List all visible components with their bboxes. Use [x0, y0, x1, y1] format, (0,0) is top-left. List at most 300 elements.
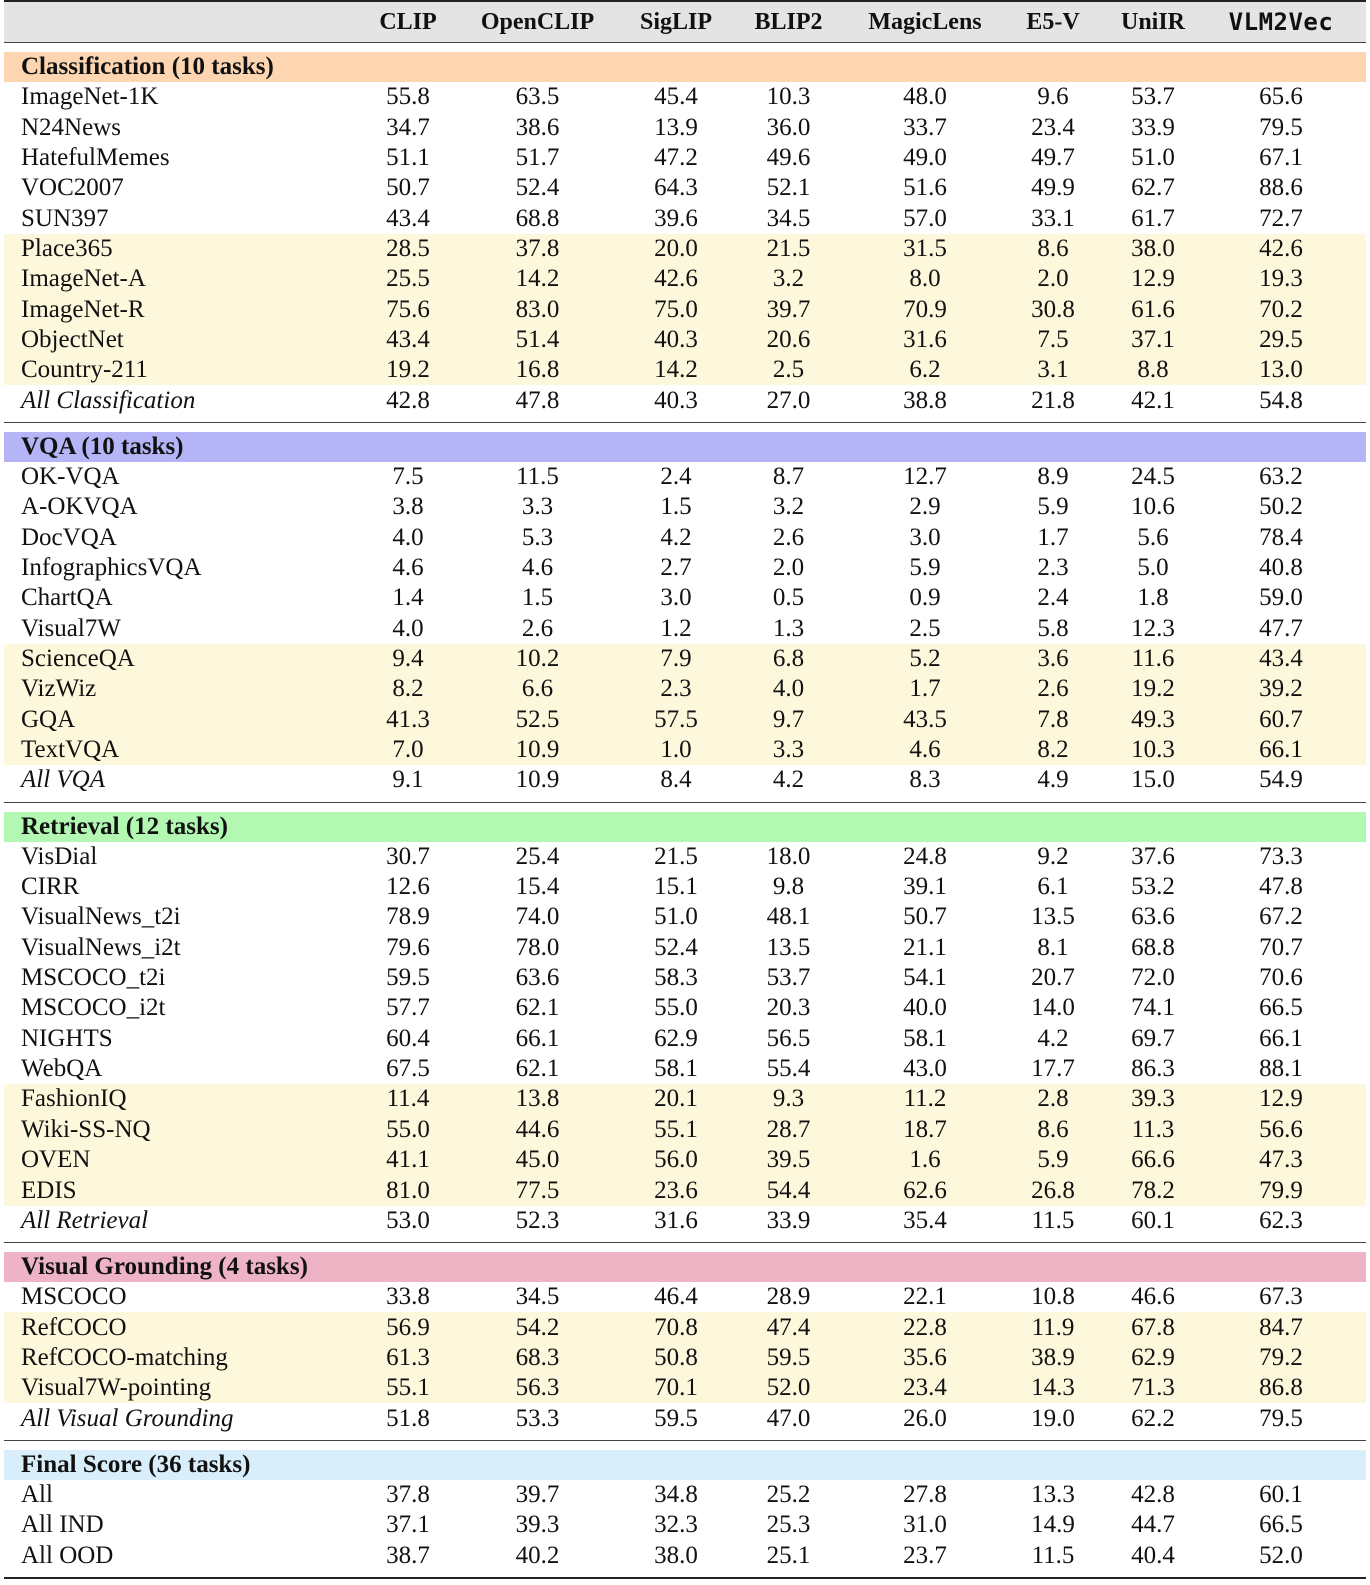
score-cell-uniir: 11.3 [1131, 1115, 1175, 1143]
score-cell-siglip: 52.4 [654, 933, 698, 961]
score-cell-e5v: 19.0 [1031, 1404, 1075, 1432]
score-cell-siglip: 50.8 [654, 1343, 698, 1371]
score-cell-blip2: 2.6 [772, 523, 805, 551]
score-cell-blip2: 27.0 [766, 386, 811, 414]
score-cell-magiclens: 8.3 [909, 766, 941, 794]
row-label: ObjectNet [21, 325, 124, 353]
row-label: All Visual Grounding [21, 1404, 234, 1432]
row-label: MSCOCO_t2i [21, 964, 166, 992]
score-cell-openclip: 63.5 [515, 83, 560, 111]
score-cell-openclip: 14.2 [515, 265, 560, 293]
score-cell-magiclens: 38.8 [903, 386, 947, 414]
score-cell-clip: 57.7 [386, 994, 430, 1022]
score-cell-e5v: 8.2 [1037, 736, 1069, 764]
score-cell-vlm2vec: 47.3 [1259, 1146, 1303, 1174]
score-cell-openclip: 15.4 [515, 873, 560, 901]
score-cell-openclip: 25.4 [515, 842, 560, 870]
score-cell-e5v: 2.0 [1037, 265, 1069, 293]
score-cell-siglip: 45.4 [654, 83, 698, 111]
score-cell-siglip: 59.5 [654, 1404, 698, 1432]
score-cell-openclip: 11.5 [516, 462, 559, 490]
score-cell-siglip: 75.0 [654, 295, 698, 323]
score-cell-e5v: 11.5 [1031, 1206, 1075, 1234]
score-cell-openclip: 38.6 [515, 113, 560, 141]
score-cell-e5v: 20.7 [1031, 964, 1075, 992]
score-cell-vlm2vec: 67.2 [1259, 903, 1303, 931]
score-cell-blip2: 52.1 [766, 174, 811, 202]
row-label: VOC2007 [21, 174, 124, 202]
score-cell-vlm2vec: 70.2 [1259, 295, 1303, 323]
score-cell-blip2: 28.7 [766, 1115, 811, 1143]
score-cell-magiclens: 1.6 [909, 1146, 941, 1174]
score-cell-siglip: 2.4 [660, 462, 692, 490]
score-cell-e5v: 8.1 [1037, 933, 1069, 961]
row-label: WebQA [21, 1055, 103, 1083]
column-header-uniir: UniIR [1120, 8, 1186, 35]
score-cell-blip2: 36.0 [766, 113, 811, 141]
score-cell-e5v: 2.6 [1037, 675, 1069, 703]
section-rule [4, 1236, 1366, 1243]
score-cell-magiclens: 23.4 [903, 1374, 947, 1402]
row-label: FashionIQ [21, 1085, 127, 1113]
column-header-openclip: OpenCLIP [480, 8, 595, 35]
score-cell-siglip: 64.3 [654, 174, 698, 202]
score-cell-clip: 11.4 [386, 1085, 430, 1113]
score-cell-vlm2vec: 73.3 [1259, 842, 1303, 870]
score-cell-uniir: 12.9 [1131, 265, 1175, 293]
score-cell-magiclens: 54.1 [903, 964, 947, 992]
score-cell-blip2: 9.3 [772, 1085, 805, 1113]
score-cell-uniir: 63.6 [1131, 903, 1175, 931]
score-cell-magiclens: 26.0 [903, 1404, 947, 1432]
row-label: Country-211 [21, 356, 148, 384]
score-cell-openclip: 44.6 [515, 1115, 560, 1143]
score-cell-clip: 55.8 [386, 83, 430, 111]
score-cell-e5v: 2.4 [1037, 584, 1069, 612]
score-cell-magiclens: 12.7 [903, 462, 947, 490]
bottom-rule [4, 1571, 1366, 1579]
score-cell-magiclens: 11.2 [903, 1085, 947, 1113]
score-cell-openclip: 52.5 [515, 705, 560, 733]
score-cell-vlm2vec: 60.1 [1259, 1480, 1303, 1508]
table-row [4, 933, 1366, 963]
score-cell-vlm2vec: 52.0 [1259, 1541, 1303, 1569]
score-cell-clip: 59.5 [386, 964, 430, 992]
score-cell-siglip: 20.1 [654, 1085, 698, 1113]
score-cell-clip: 3.8 [392, 493, 424, 521]
table-row [4, 203, 1366, 233]
row-label: VizWiz [21, 675, 97, 703]
score-cell-clip: 28.5 [386, 234, 430, 262]
score-cell-blip2: 34.5 [766, 204, 811, 232]
score-cell-siglip: 47.2 [654, 143, 698, 171]
score-cell-clip: 25.5 [386, 265, 430, 293]
score-cell-openclip: 5.3 [521, 523, 554, 551]
row-label: VisualNews_t2i [21, 903, 181, 931]
score-cell-clip: 4.0 [392, 523, 424, 551]
score-cell-openclip: 51.4 [515, 325, 560, 353]
score-cell-siglip: 42.6 [654, 265, 698, 293]
score-cell-magiclens: 50.7 [903, 903, 947, 931]
score-cell-siglip: 31.6 [654, 1206, 698, 1234]
score-cell-uniir: 86.3 [1131, 1055, 1175, 1083]
score-cell-siglip: 70.8 [654, 1313, 698, 1341]
score-cell-magiclens: 2.5 [909, 614, 941, 642]
section-gap [4, 423, 1366, 432]
score-cell-uniir: 53.7 [1131, 83, 1175, 111]
row-label: GQA [21, 705, 76, 733]
score-cell-uniir: 51.0 [1131, 143, 1175, 171]
column-header-blip2: BLIP2 [754, 8, 823, 35]
score-cell-magiclens: 31.6 [903, 325, 947, 353]
score-cell-uniir: 46.6 [1131, 1283, 1175, 1311]
section-header: VQA (10 tasks) [4, 432, 1366, 462]
score-cell-blip2: 1.3 [772, 614, 805, 642]
score-cell-openclip: 63.6 [515, 964, 560, 992]
score-cell-uniir: 66.6 [1131, 1146, 1175, 1174]
section-gap [4, 1441, 1366, 1450]
score-cell-openclip: 62.1 [515, 1055, 560, 1083]
score-cell-openclip: 45.0 [515, 1146, 560, 1174]
score-cell-openclip: 66.1 [515, 1024, 560, 1052]
score-cell-clip: 67.5 [386, 1055, 430, 1083]
score-cell-blip2: 4.2 [772, 766, 805, 794]
score-cell-magiclens: 70.9 [903, 295, 947, 323]
row-label: Visual7W-pointing [21, 1374, 212, 1402]
score-cell-siglip: 7.9 [660, 645, 692, 673]
score-cell-magiclens: 58.1 [903, 1024, 947, 1052]
table-row [4, 902, 1366, 932]
score-cell-clip: 4.0 [392, 614, 424, 642]
score-cell-openclip: 13.8 [515, 1085, 560, 1113]
score-cell-blip2: 48.1 [766, 903, 811, 931]
score-cell-e5v: 2.3 [1037, 553, 1069, 581]
table-row [4, 492, 1366, 522]
score-cell-clip: 55.0 [386, 1115, 430, 1143]
score-cell-vlm2vec: 54.8 [1259, 386, 1303, 414]
score-cell-clip: 50.7 [386, 174, 430, 202]
header-row [4, 2, 1366, 43]
section-header: Classification (10 tasks) [4, 52, 1366, 82]
row-label: CIRR [21, 873, 80, 901]
score-cell-e5v: 13.3 [1031, 1480, 1075, 1508]
table-row [4, 553, 1366, 583]
score-cell-openclip: 10.9 [515, 766, 560, 794]
score-cell-openclip: 4.6 [521, 553, 554, 581]
score-cell-vlm2vec: 42.6 [1259, 234, 1303, 262]
score-cell-openclip: 47.8 [515, 386, 560, 414]
section-header: Visual Grounding (4 tasks) [4, 1252, 1366, 1282]
score-cell-e5v: 14.9 [1031, 1511, 1075, 1539]
score-cell-vlm2vec: 62.3 [1259, 1206, 1303, 1234]
table-row [4, 82, 1366, 112]
score-cell-e5v: 8.6 [1037, 234, 1069, 262]
score-cell-vlm2vec: 47.7 [1259, 614, 1303, 642]
score-cell-siglip: 2.7 [660, 553, 692, 581]
row-label: OVEN [21, 1146, 91, 1174]
score-cell-clip: 55.1 [386, 1374, 430, 1402]
score-cell-clip: 41.3 [386, 705, 430, 733]
table-row [4, 735, 1366, 765]
results-table [4, 0, 1366, 1579]
score-cell-openclip: 6.6 [521, 675, 554, 703]
score-cell-clip: 60.4 [386, 1024, 430, 1052]
score-cell-clip: 43.4 [386, 325, 430, 353]
score-cell-siglip: 38.0 [654, 1541, 698, 1569]
score-cell-vlm2vec: 88.6 [1259, 174, 1303, 202]
score-cell-clip: 4.6 [392, 553, 424, 581]
score-cell-vlm2vec: 56.6 [1259, 1115, 1303, 1143]
score-cell-vlm2vec: 88.1 [1259, 1055, 1303, 1083]
score-cell-vlm2vec: 12.9 [1259, 1085, 1303, 1113]
score-cell-magiclens: 4.6 [909, 736, 941, 764]
score-cell-blip2: 9.8 [772, 873, 805, 901]
score-cell-magiclens: 31.5 [903, 234, 947, 262]
score-cell-e5v: 49.9 [1031, 174, 1075, 202]
score-cell-blip2: 8.7 [772, 462, 805, 490]
score-cell-openclip: 39.3 [515, 1511, 560, 1539]
score-cell-magiclens: 43.0 [903, 1055, 947, 1083]
score-cell-siglip: 2.3 [660, 675, 692, 703]
score-cell-blip2: 10.3 [766, 83, 811, 111]
score-cell-uniir: 33.9 [1131, 113, 1175, 141]
table-row [4, 462, 1366, 492]
score-cell-vlm2vec: 70.7 [1259, 933, 1303, 961]
score-cell-clip: 7.0 [392, 736, 424, 764]
score-cell-e5v: 4.2 [1037, 1024, 1069, 1052]
score-cell-uniir: 61.7 [1131, 204, 1175, 232]
score-cell-clip: 75.6 [386, 295, 430, 323]
column-header-clip: CLIP [379, 8, 437, 35]
score-cell-blip2: 21.5 [766, 234, 811, 262]
score-cell-uniir: 49.3 [1131, 705, 1175, 733]
section-average-row [4, 385, 1366, 415]
score-cell-magiclens: 48.0 [903, 83, 947, 111]
score-cell-e5v: 6.1 [1037, 873, 1069, 901]
score-cell-siglip: 15.1 [654, 873, 698, 901]
score-cell-vlm2vec: 39.2 [1259, 675, 1303, 703]
score-cell-clip: 78.9 [386, 903, 430, 931]
score-cell-uniir: 19.2 [1131, 675, 1175, 703]
row-label: Visual7W [21, 614, 121, 642]
table-row [4, 1373, 1366, 1403]
table-row [4, 1540, 1366, 1570]
table-row [4, 705, 1366, 735]
score-cell-magiclens: 6.2 [909, 356, 941, 384]
column-header-siglip: SigLIP [639, 8, 713, 35]
score-cell-openclip: 68.8 [515, 204, 560, 232]
table-row [4, 644, 1366, 674]
score-cell-uniir: 62.7 [1131, 174, 1175, 202]
score-cell-clip: 34.7 [386, 113, 430, 141]
score-cell-magiclens: 33.7 [903, 113, 947, 141]
row-label: RefCOCO [21, 1313, 127, 1341]
score-cell-vlm2vec: 63.2 [1259, 462, 1303, 490]
table-row [4, 112, 1366, 142]
score-cell-blip2: 13.5 [766, 933, 811, 961]
score-cell-e5v: 2.8 [1037, 1085, 1069, 1113]
score-cell-openclip: 74.0 [515, 903, 560, 931]
score-cell-uniir: 44.7 [1131, 1511, 1175, 1539]
row-label: MSCOCO [21, 1283, 127, 1311]
score-cell-e5v: 9.6 [1037, 83, 1069, 111]
score-cell-magiclens: 24.8 [903, 842, 947, 870]
score-cell-magiclens: 5.2 [909, 645, 941, 673]
score-cell-magiclens: 43.5 [903, 705, 947, 733]
score-cell-vlm2vec: 66.5 [1259, 994, 1303, 1022]
score-cell-clip: 81.0 [386, 1176, 430, 1204]
score-cell-vlm2vec: 66.1 [1259, 736, 1303, 764]
score-cell-uniir: 11.6 [1131, 645, 1175, 673]
score-cell-uniir: 37.1 [1131, 325, 1175, 353]
score-cell-magiclens: 49.0 [903, 143, 947, 171]
score-cell-magiclens: 0.9 [909, 584, 941, 612]
score-cell-uniir: 5.0 [1137, 553, 1169, 581]
score-cell-magiclens: 3.0 [909, 523, 941, 551]
section-rule [4, 796, 1366, 803]
score-cell-openclip: 10.2 [515, 645, 560, 673]
score-cell-uniir: 1.8 [1137, 584, 1169, 612]
table-row [4, 614, 1366, 644]
table-body [4, 43, 1366, 1579]
row-label: N24News [21, 113, 121, 141]
score-cell-clip: 42.8 [386, 386, 430, 414]
score-cell-blip2: 25.2 [766, 1480, 811, 1508]
score-cell-openclip: 56.3 [515, 1374, 560, 1402]
score-cell-siglip: 56.0 [654, 1146, 698, 1174]
score-cell-vlm2vec: 29.5 [1259, 325, 1303, 353]
table-row [4, 872, 1366, 902]
score-cell-vlm2vec: 79.2 [1259, 1343, 1303, 1371]
score-cell-siglip: 13.9 [654, 113, 698, 141]
score-cell-siglip: 55.1 [654, 1115, 698, 1143]
score-cell-uniir: 40.4 [1131, 1541, 1175, 1569]
row-label: ScienceQA [21, 645, 135, 673]
score-cell-siglip: 58.3 [654, 964, 698, 992]
score-cell-blip2: 53.7 [766, 964, 811, 992]
score-cell-openclip: 40.2 [515, 1541, 560, 1569]
score-cell-openclip: 52.3 [515, 1206, 560, 1234]
score-cell-blip2: 59.5 [766, 1343, 811, 1371]
score-cell-openclip: 34.5 [515, 1283, 560, 1311]
score-cell-blip2: 2.0 [772, 553, 805, 581]
score-cell-e5v: 3.6 [1037, 645, 1069, 673]
score-cell-uniir: 71.3 [1131, 1374, 1175, 1402]
score-cell-blip2: 25.1 [766, 1541, 811, 1569]
score-cell-blip2: 28.9 [766, 1283, 811, 1311]
score-cell-openclip: 62.1 [515, 994, 560, 1022]
row-label: VisDial [21, 842, 98, 870]
score-cell-siglip: 1.2 [660, 614, 692, 642]
score-cell-e5v: 10.8 [1031, 1283, 1075, 1311]
score-cell-magiclens: 31.0 [903, 1511, 947, 1539]
score-cell-uniir: 62.2 [1131, 1404, 1175, 1432]
score-cell-clip: 53.0 [386, 1206, 430, 1234]
table-row [4, 1054, 1366, 1084]
score-cell-siglip: 46.4 [654, 1283, 698, 1311]
score-cell-e5v: 8.9 [1037, 462, 1069, 490]
score-cell-vlm2vec: 60.7 [1259, 705, 1303, 733]
score-cell-e5v: 8.6 [1037, 1115, 1069, 1143]
score-cell-openclip: 51.7 [515, 143, 560, 171]
score-cell-e5v: 23.4 [1031, 113, 1075, 141]
column-header-magiclens: MagicLens [868, 8, 982, 35]
score-cell-vlm2vec: 59.0 [1259, 584, 1303, 612]
score-cell-siglip: 57.5 [654, 705, 698, 733]
table-row [4, 674, 1366, 704]
score-cell-siglip: 58.1 [654, 1055, 698, 1083]
score-cell-uniir: 12.3 [1131, 614, 1175, 642]
score-cell-vlm2vec: 43.4 [1259, 645, 1303, 673]
score-cell-openclip: 54.2 [515, 1313, 560, 1341]
score-cell-e5v: 38.9 [1031, 1343, 1075, 1371]
score-cell-e5v: 33.1 [1031, 204, 1075, 232]
score-cell-vlm2vec: 19.3 [1259, 265, 1303, 293]
score-cell-blip2: 3.2 [772, 493, 805, 521]
score-cell-uniir: 39.3 [1131, 1085, 1175, 1113]
score-cell-clip: 7.5 [392, 462, 424, 490]
row-label: All Classification [21, 386, 196, 414]
column-header-vlm2vec: VLM2Vec [1228, 8, 1334, 36]
score-cell-openclip: 52.4 [515, 174, 560, 202]
row-label: HatefulMemes [21, 143, 170, 171]
row-label: All IND [21, 1511, 104, 1539]
table-row [4, 1084, 1366, 1114]
score-cell-vlm2vec: 79.5 [1259, 113, 1303, 141]
score-cell-siglip: 39.6 [654, 204, 698, 232]
score-cell-uniir: 24.5 [1131, 462, 1175, 490]
section-gap [4, 43, 1366, 52]
table-row [4, 264, 1366, 294]
score-cell-uniir: 68.8 [1131, 933, 1175, 961]
score-cell-clip: 51.8 [386, 1404, 430, 1432]
row-label: InfographicsVQA [21, 553, 202, 581]
score-cell-blip2: 39.5 [766, 1146, 811, 1174]
section-average-row [4, 1206, 1366, 1236]
table-row [4, 842, 1366, 872]
score-cell-uniir: 10.6 [1131, 493, 1175, 521]
score-cell-e5v: 4.9 [1037, 766, 1069, 794]
score-cell-clip: 51.1 [386, 143, 430, 171]
score-cell-openclip: 3.3 [521, 493, 554, 521]
row-label: ImageNet-1K [21, 83, 159, 111]
table-row [4, 583, 1366, 613]
score-cell-openclip: 10.9 [515, 736, 560, 764]
score-cell-e5v: 1.7 [1037, 523, 1069, 551]
score-cell-blip2: 3.2 [772, 265, 805, 293]
table-row [4, 522, 1366, 552]
table-row [4, 1145, 1366, 1175]
score-cell-uniir: 61.6 [1131, 295, 1175, 323]
score-cell-e5v: 5.9 [1037, 1146, 1069, 1174]
score-cell-vlm2vec: 86.8 [1259, 1374, 1303, 1402]
score-cell-blip2: 47.4 [766, 1313, 811, 1341]
section-average-row [4, 765, 1366, 795]
score-cell-magiclens: 23.7 [903, 1541, 947, 1569]
score-cell-siglip: 34.8 [654, 1480, 698, 1508]
score-cell-magiclens: 22.8 [903, 1313, 947, 1341]
column-header-e5v: E5-V [1026, 8, 1080, 35]
score-cell-siglip: 62.9 [654, 1024, 698, 1052]
score-cell-clip: 19.2 [386, 356, 430, 384]
score-cell-siglip: 8.4 [660, 766, 692, 794]
score-cell-uniir: 5.6 [1137, 523, 1169, 551]
score-cell-vlm2vec: 67.1 [1259, 143, 1303, 171]
score-cell-uniir: 60.1 [1131, 1206, 1175, 1234]
table-row [4, 1343, 1366, 1373]
score-cell-vlm2vec: 78.4 [1259, 523, 1303, 551]
row-label: DocVQA [21, 523, 117, 551]
